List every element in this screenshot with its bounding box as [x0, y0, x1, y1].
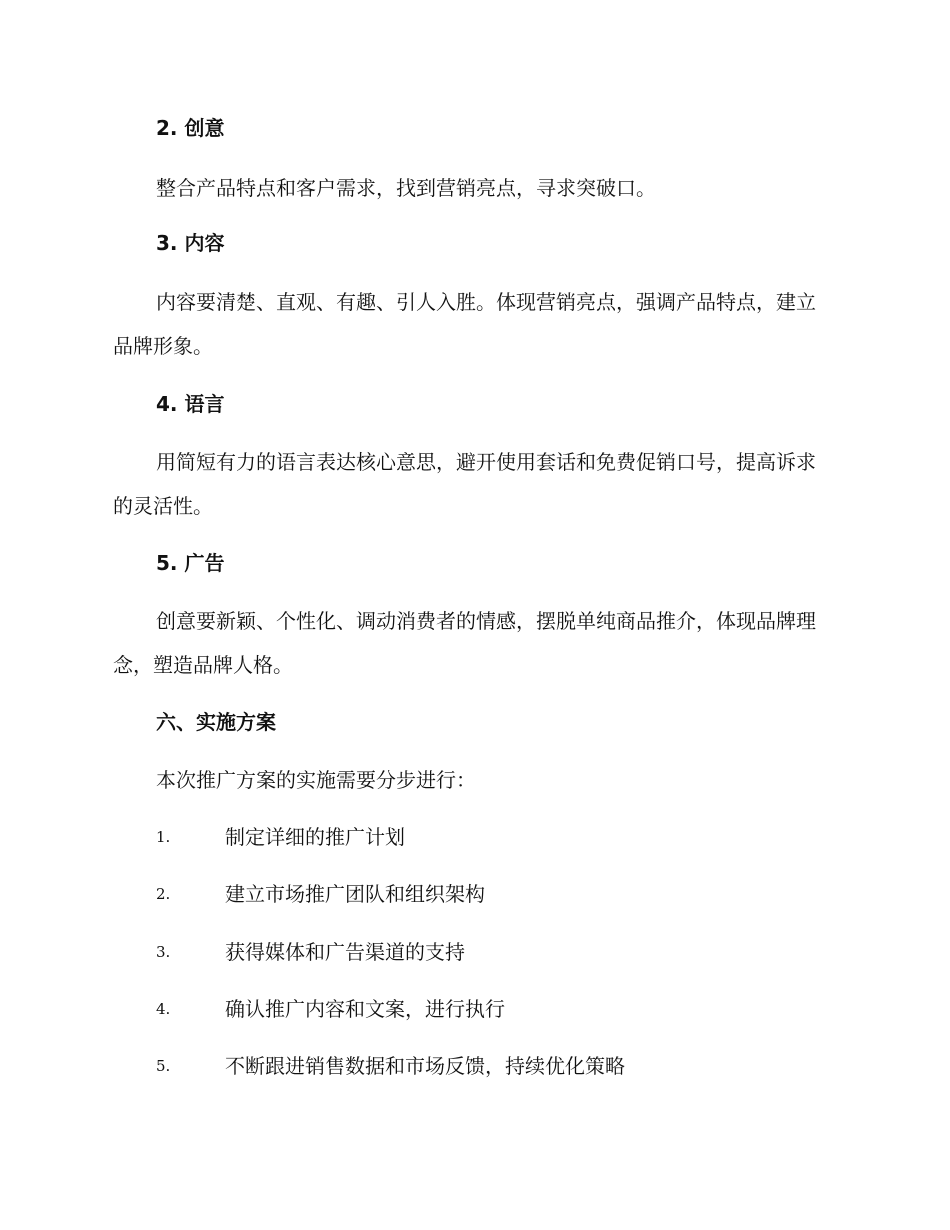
- section-body-language: 用简短有力的语言表达核心意思，避开使用套话和免费促销口号，提高诉求的灵活性。: [113, 450, 816, 518]
- list-item-text: 确认推广内容和文案，进行执行: [225, 997, 505, 1021]
- list-item-text: 获得媒体和广告渠道的支持: [225, 940, 465, 964]
- list-item-number: 5.: [156, 1057, 171, 1075]
- section-heading-content: 3. 内容: [156, 231, 225, 255]
- list-item-number: 1.: [156, 828, 171, 846]
- section-body-content: 内容要清楚、直观、有趣、引人入胜。体现营销亮点，强调产品特点，建立品牌形象。: [113, 290, 816, 358]
- section-heading-advertising: 5. 广告: [156, 551, 225, 575]
- section-body-advertising: 创意要新颖、个性化、调动消费者的情感，摆脱单纯商品推介，体现品牌理念，塑造品牌人格。: [113, 609, 816, 677]
- section-body-creativity: 整合产品特点和客户需求，找到营销亮点，寻求突破口。: [156, 176, 656, 200]
- section-heading-implementation: 六、实施方案: [156, 710, 276, 734]
- section-heading-language: 4. 语言: [156, 392, 225, 416]
- list-item-number: 3.: [156, 943, 171, 961]
- list-item-text: 制定详细的推广计划: [225, 825, 405, 849]
- implementation-intro: 本次推广方案的实施需要分步进行：: [156, 768, 476, 792]
- list-item-text: 不断跟进销售数据和市场反馈，持续优化策略: [225, 1054, 625, 1078]
- list-item-number: 4.: [156, 1000, 171, 1018]
- list-item-number: 2.: [156, 885, 171, 903]
- list-item-text: 建立市场推广团队和组织架构: [225, 882, 485, 906]
- section-heading-creativity: 2. 创意: [156, 116, 225, 140]
